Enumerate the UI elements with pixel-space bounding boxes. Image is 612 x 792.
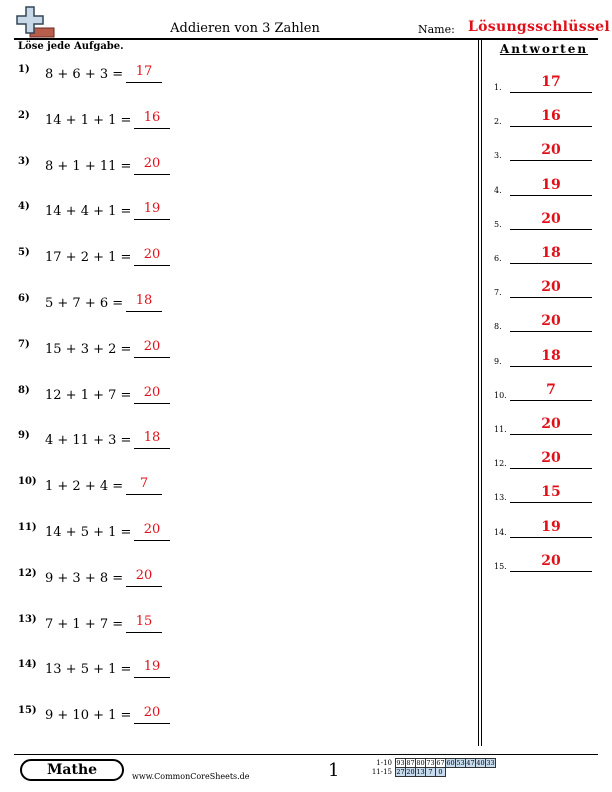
answer-row	[494, 211, 600, 231]
answer-number: 7.	[494, 288, 502, 298]
answer-value[interactable]: 20	[510, 211, 592, 230]
problem-expression: 5 + 7 + 6 =	[45, 296, 124, 311]
answer-blank[interactable]: 15	[126, 614, 162, 633]
problem-expression: 12 + 1 + 7 =	[45, 387, 132, 403]
answer-blank[interactable]: 20	[134, 705, 170, 724]
answer-value[interactable]: 17	[510, 74, 592, 93]
answer-blank[interactable]: 18	[134, 430, 170, 449]
answer-row	[494, 348, 600, 368]
answer-blank[interactable]: 20	[126, 568, 162, 587]
answer-number: 14.	[494, 527, 507, 537]
problem-number: 11)	[18, 522, 37, 533]
answer-number: 6.	[494, 254, 502, 263]
problem-expression: 14 + 4 + 1 =	[45, 204, 132, 220]
problem-row	[18, 293, 318, 317]
answer-blank[interactable]: 7	[126, 476, 162, 495]
answer-number: 3.	[494, 151, 502, 161]
answer-row	[494, 484, 600, 504]
score-row-label: 11-15	[371, 768, 392, 776]
answer-blank[interactable]: 19	[134, 659, 170, 678]
answer-blank[interactable]: 20	[134, 247, 170, 266]
answer-blank[interactable]: 18	[126, 293, 162, 312]
answer-number: 9.	[494, 356, 502, 366]
problem-row	[18, 339, 318, 363]
score-cell: 0	[435, 767, 446, 777]
answer-number: 11.	[494, 425, 507, 434]
answer-number: 15.	[494, 561, 507, 571]
problem-number: 7)	[18, 338, 30, 350]
answer-row	[494, 177, 600, 197]
answer-number: 13.	[494, 493, 507, 503]
problem-number: 13)	[18, 613, 37, 625]
problem-expression: 4 + 11 + 3 =	[45, 433, 132, 449]
problem-expression: 9 + 10 + 1 =	[45, 708, 132, 724]
score-cell: 73	[426, 759, 435, 767]
answer-value[interactable]: 18	[510, 245, 592, 264]
answer-number: 10.	[494, 390, 507, 400]
score-table	[368, 758, 496, 777]
subject-badge: Mathe	[20, 759, 124, 781]
problem-expression: 8 + 1 + 11 =	[45, 158, 132, 174]
plus-icon	[16, 6, 56, 38]
problem-number: 6)	[18, 293, 30, 304]
score-cell: 33	[486, 759, 495, 767]
header-divider	[14, 38, 598, 40]
score-cell: 67	[436, 759, 445, 767]
answer-value[interactable]: 20	[510, 142, 592, 161]
score-cell: 27	[396, 768, 405, 776]
score-cell: 80	[416, 759, 425, 767]
answer-key-label: Lösungsschlüssel	[468, 19, 610, 35]
answer-value[interactable]: 18	[510, 348, 592, 367]
answer-value[interactable]: 20	[510, 450, 592, 469]
answer-row	[494, 279, 600, 299]
answer-row	[494, 382, 600, 402]
problem-row	[18, 64, 318, 88]
answer-row	[494, 245, 600, 265]
answer-row	[494, 519, 600, 539]
score-cell: 13	[416, 768, 425, 776]
score-cell: 40	[476, 759, 485, 767]
answer-value[interactable]: 16	[510, 108, 592, 127]
answer-row	[494, 108, 600, 128]
score-cell: 53	[456, 759, 465, 767]
problem-expression: 13 + 5 + 1 =	[45, 662, 132, 678]
answer-blank[interactable]: 20	[134, 339, 170, 358]
problem-number: 15)	[18, 705, 37, 717]
answer-blank[interactable]: 17	[126, 64, 162, 83]
problem-expression: 17 + 2 + 1 =	[45, 250, 132, 266]
instructions: Löse jede Aufgabe.	[18, 41, 124, 52]
problem-number: 3)	[18, 155, 30, 167]
answer-row	[494, 74, 600, 94]
problem-number: 5)	[18, 247, 30, 259]
problem-row	[18, 110, 318, 134]
name-label: Name:	[418, 23, 455, 36]
problem-expression: 14 + 5 + 1 =	[45, 525, 132, 540]
website-link[interactable]: www.CommonCoreSheets.de	[132, 772, 250, 781]
problem-row	[18, 659, 318, 683]
answer-row	[494, 142, 600, 162]
problem-number: 9)	[18, 430, 30, 442]
problem-number: 8)	[18, 384, 30, 396]
problem-number: 12)	[18, 567, 37, 579]
answer-row	[494, 313, 600, 333]
answer-number: 1.	[494, 83, 502, 92]
page-title: Addieren von 3 Zahlen	[170, 21, 320, 36]
answers-title: Antworten	[499, 42, 589, 56]
page-number: 1	[328, 760, 340, 781]
answer-value[interactable]: 20	[510, 279, 592, 298]
answer-value[interactable]: 15	[510, 484, 592, 503]
answer-value[interactable]: 19	[510, 177, 592, 196]
problem-row	[18, 430, 318, 454]
problem-row	[18, 201, 318, 225]
problem-row	[18, 568, 318, 592]
problem-number: 1)	[18, 64, 30, 75]
score-row-label: 1-10	[376, 759, 392, 767]
column-divider	[478, 38, 482, 746]
problem-expression: 14 + 1 + 1 =	[45, 112, 132, 128]
problem-number: 10)	[18, 476, 37, 488]
problem-row	[18, 522, 318, 546]
problem-row	[18, 247, 318, 271]
score-cell: 87	[406, 759, 415, 767]
problem-expression: 1 + 2 + 4 =	[45, 479, 124, 495]
problem-expression: 7 + 1 + 7 =	[45, 616, 124, 632]
problem-expression: 8 + 6 + 3 =	[45, 67, 124, 82]
answer-number: 5.	[494, 219, 502, 229]
answer-row	[494, 553, 600, 573]
score-cell: 93	[396, 759, 405, 767]
answer-blank[interactable]: 19	[134, 201, 170, 220]
answer-number: 4.	[494, 185, 502, 195]
answer-blank[interactable]: 20	[134, 522, 170, 541]
problem-expression: 9 + 3 + 8 =	[45, 570, 124, 586]
answer-number: 2.	[494, 117, 502, 127]
answer-value[interactable]: 20	[510, 553, 592, 572]
answer-blank[interactable]: 20	[134, 385, 170, 404]
problem-number: 14)	[18, 659, 37, 671]
score-row	[368, 767, 496, 777]
problem-row	[18, 614, 318, 638]
problem-row	[18, 156, 318, 180]
answer-value[interactable]: 20	[510, 416, 592, 435]
answer-blank[interactable]: 20	[134, 156, 170, 175]
answer-number: 12.	[494, 459, 507, 469]
answer-number: 8.	[494, 322, 502, 332]
answer-row	[494, 416, 600, 436]
problem-row	[18, 385, 318, 409]
answer-blank[interactable]: 16	[134, 110, 170, 129]
score-cell: 60	[446, 759, 455, 767]
score-cell: 20	[406, 768, 415, 776]
answer-value[interactable]: 20	[510, 313, 592, 332]
problem-expression: 15 + 3 + 2 =	[45, 341, 132, 357]
problem-number: 2)	[18, 109, 30, 121]
score-cell: 7	[425, 767, 436, 777]
problem-number: 4)	[18, 201, 30, 213]
answer-value[interactable]: 19	[510, 519, 592, 538]
problem-row	[18, 476, 318, 500]
problem-row	[18, 705, 318, 729]
footer-divider	[14, 754, 598, 755]
answer-row	[494, 450, 600, 470]
answer-value[interactable]: 7	[510, 382, 592, 401]
score-cell: 47	[466, 759, 475, 767]
